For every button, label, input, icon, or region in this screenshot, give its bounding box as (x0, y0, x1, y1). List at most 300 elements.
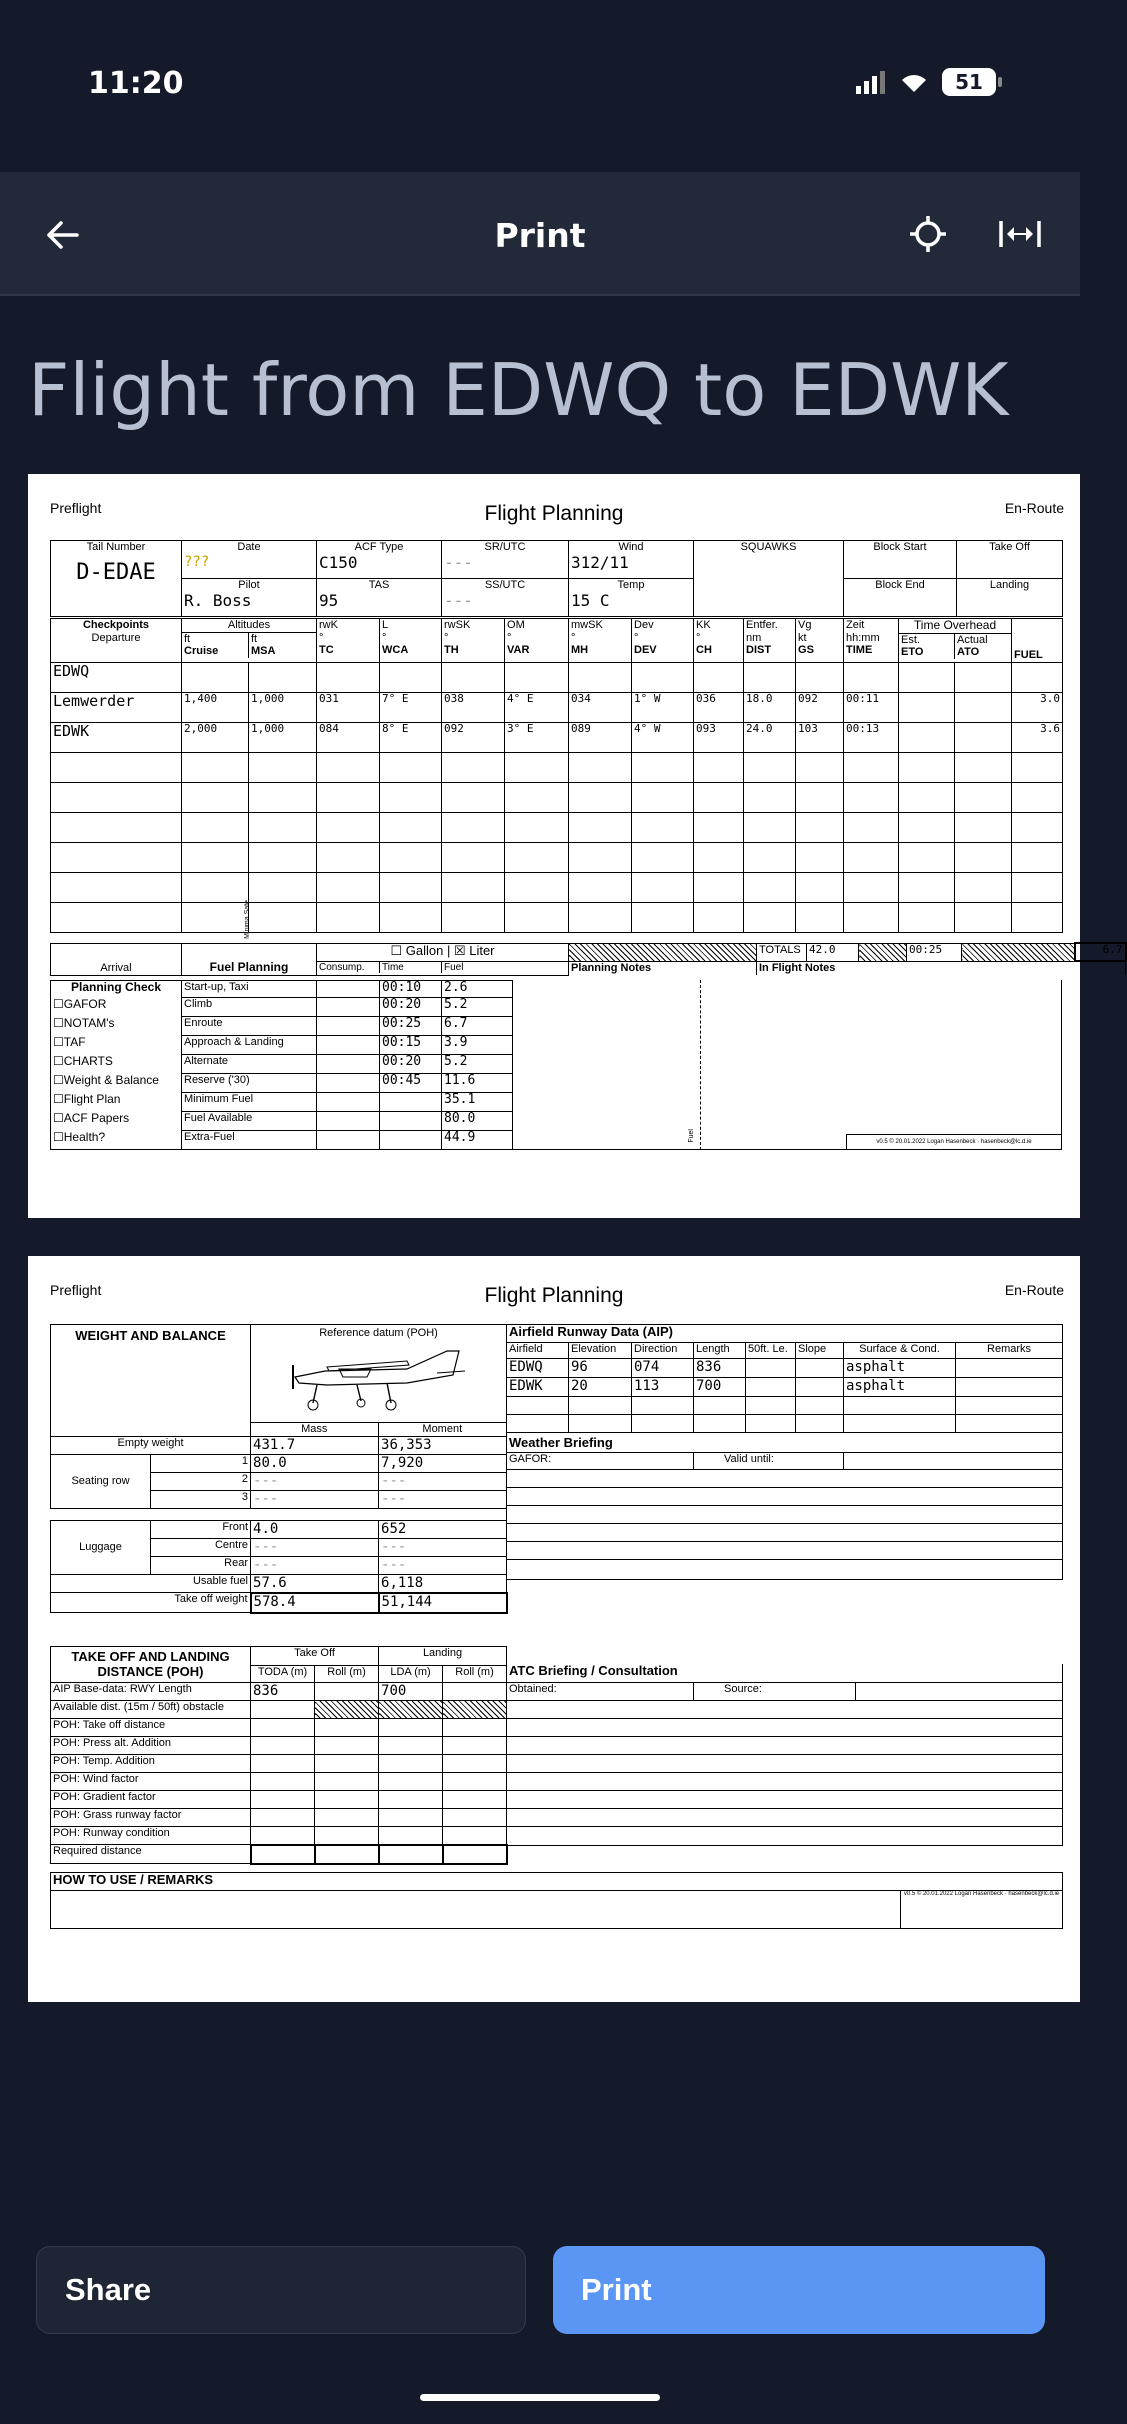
takeoff-weight-moment: 51,144 (379, 1593, 507, 1613)
tas-cell (317, 579, 442, 617)
takeoff-cell (957, 541, 1063, 579)
runway-row-empty (507, 1397, 1063, 1415)
ato-label: ATO (957, 646, 980, 659)
luggage-moment: --- (379, 1557, 507, 1575)
atc-obtained-label: Obtained: (507, 1682, 694, 1700)
sr-cell (442, 541, 569, 579)
date-label: Date (237, 541, 261, 553)
totals-time: 00:25 (909, 942, 943, 956)
usable-fuel-mass: 57.6 (251, 1575, 379, 1593)
nav-row (51, 723, 1063, 753)
msa-vertical-label: Minima Safe (244, 900, 251, 939)
sheet-left-label: Preflight (50, 1282, 102, 1298)
msa-label: MSA (251, 645, 276, 658)
wb-title: WEIGHT AND BALANCE (51, 1325, 251, 1437)
sheet-right-label: En-Route (1004, 1282, 1064, 1298)
empty-weight-label: Empty weight (51, 1437, 251, 1455)
empty-weight-mass: 431.7 (251, 1437, 379, 1455)
tol-row-label: POH: Gradient factor (51, 1791, 251, 1809)
runway-length: 700 (694, 1378, 746, 1397)
cruise-value: 2,000 (182, 723, 249, 753)
th-header (442, 619, 505, 663)
deg-label: ° (444, 631, 449, 644)
totals-fuel-cell (1075, 943, 1126, 961)
unit-select-label: ☐ Gallon | ☒ Liter (390, 942, 495, 958)
checkpoint-name: EDWQ (51, 663, 182, 693)
acf-label: ACF Type (354, 541, 404, 553)
print-button[interactable]: Print (553, 2246, 1045, 2334)
dev-top-label: Dev (634, 619, 654, 631)
altitudes-label: Altitudes (182, 619, 316, 633)
om-label: OM (507, 619, 525, 631)
share-button[interactable]: Share (36, 2246, 526, 2334)
checkpoints-label: Checkpoints (82, 619, 149, 631)
sheet-right-label: En-Route (1004, 500, 1064, 516)
totals-hatch (569, 943, 757, 961)
tail-number-cell (51, 541, 182, 617)
temp-label: Temp (617, 579, 645, 591)
mass-label: Mass (251, 1423, 379, 1436)
sheet-title: Flight Planning (484, 1284, 624, 1307)
gs-label: GS (798, 644, 814, 657)
var-value: 4° E (505, 693, 569, 723)
wind-value: 312/11 (571, 552, 629, 572)
wca-header (380, 619, 442, 663)
fuel-planning-cell (182, 943, 317, 975)
tol-row-label: POH: Press alt. Addition (51, 1737, 251, 1755)
nav-log-header (51, 619, 1063, 663)
luggage-zone: Rear (151, 1557, 251, 1575)
arrival-cell (51, 943, 182, 975)
gafor-label: GAFOR: (507, 1453, 694, 1470)
sr-label: SR/UTC (484, 541, 526, 553)
navigation-log-table (50, 618, 1063, 933)
roll-label: Roll (m) (315, 1666, 379, 1683)
overhead-label: Time Overhead (899, 619, 1011, 634)
flight-heading: Flight from EDWQ to EDWK (28, 348, 1009, 432)
check-charts[interactable]: ☐CHARTS (51, 1055, 182, 1074)
arrival-label: Arrival (100, 961, 132, 974)
luggage-zone: Centre (151, 1539, 251, 1557)
check-taf[interactable]: ☐TAF (51, 1036, 182, 1055)
fuel-row-fuel: 11.6 (442, 1074, 513, 1093)
takeoff-weight-label: Take off weight (51, 1593, 251, 1613)
remarks-table (50, 1872, 1063, 1929)
fuel-col-label: FUEL (1014, 649, 1043, 662)
sheet-title: Flight Planning (484, 502, 624, 525)
check-notams[interactable]: ☐NOTAM's (51, 1017, 182, 1036)
runway-row (507, 1359, 1063, 1378)
landing-label: Landing (989, 579, 1030, 591)
vg-label: Vg (798, 619, 812, 631)
weather-briefing-title: Weather Briefing (507, 1433, 1063, 1453)
fuel-row-fuel: 5.2 (442, 998, 513, 1017)
lda-label: LDA (m) (379, 1666, 443, 1683)
fuel-row-fuel: 44.9 (442, 1131, 513, 1150)
msa-value: 1,000 (249, 723, 317, 753)
squawks-label: SQUAWKS (740, 541, 797, 553)
runway-header: Direction (632, 1343, 694, 1359)
time-header (844, 619, 899, 663)
toda-label: TODA (m) (251, 1666, 315, 1683)
fuel-planning-label: Fuel Planning (209, 959, 289, 974)
fuel-row-fuel: 2.6 (442, 981, 513, 998)
moment-label: Moment (422, 1423, 463, 1436)
airplane-icon (287, 1345, 477, 1415)
takeoff-landing-table (50, 1646, 508, 1865)
inflight-notes-cell (757, 961, 1126, 975)
fit-width-icon (998, 217, 1042, 251)
block-end-cell (844, 579, 957, 617)
fuel-row-fuel: 6.7 (442, 1017, 513, 1036)
ft-label: ft (184, 632, 191, 645)
fuel-row-fuel: 3.9 (442, 1036, 513, 1055)
totals-hatch (859, 943, 907, 961)
check-health[interactable]: ☐Health? (51, 1131, 182, 1150)
acf-cell (317, 541, 442, 579)
date-cell (182, 541, 317, 579)
wca-value: 7° E (380, 693, 442, 723)
status-icons (856, 68, 996, 96)
luggage-label: Luggage (51, 1521, 151, 1575)
temp-cell (569, 579, 694, 617)
home-indicator (420, 2394, 660, 2401)
totals-hatch (962, 943, 1075, 961)
seat-number: 2 (151, 1473, 251, 1491)
gs-header (796, 619, 844, 663)
check-acf-papers[interactable]: ☐ACF Papers (51, 1112, 182, 1131)
departure-label: Departure (91, 631, 141, 644)
usable-fuel-moment: 6,118 (379, 1575, 507, 1593)
nav-row-empty (51, 813, 1063, 843)
ch-label: CH (696, 644, 712, 657)
deg-label: ° (571, 631, 576, 644)
tol-row-label: POH: Temp. Addition (51, 1755, 251, 1773)
fuel-row-time: 00:20 (380, 1055, 442, 1074)
tas-label: TAS (368, 579, 390, 591)
cruise-label: Cruise (184, 645, 219, 658)
runway-header: Surface & Cond. (844, 1343, 956, 1359)
fuel-row-time: 00:20 (380, 998, 442, 1017)
nm-label: nm (746, 631, 762, 644)
consump-header (317, 961, 569, 975)
runway-row-empty (507, 1415, 1063, 1433)
checkpoints-header (51, 619, 182, 663)
block-start-label: Block Start (873, 541, 927, 553)
check-weight-balance[interactable]: ☐Weight & Balance (51, 1074, 182, 1093)
copyright-1: v0.5 © 20.01.2022 Logan Hasenbeck · hasenbeck@lc.d.ie (846, 1134, 1062, 1150)
ch-value: 036 (694, 693, 744, 723)
luggage-mass: 4.0 (251, 1521, 379, 1539)
tc-label: TC (319, 644, 334, 657)
seat-mass: --- (251, 1491, 379, 1509)
mh-value: 034 (569, 693, 632, 723)
tc-value: 031 (317, 693, 380, 723)
nav-row-empty (51, 843, 1063, 873)
wifi-icon (898, 70, 930, 94)
entfer-label: Entfer. (746, 619, 778, 631)
luggage-zone: Front (151, 1521, 251, 1539)
msa-value: 1,000 (249, 693, 317, 723)
reference-datum-label: Reference datum (POH) (319, 1327, 438, 1339)
totals-table (50, 942, 1127, 976)
fuel-header (1012, 619, 1063, 663)
runway-direction: 113 (632, 1378, 694, 1397)
runway-elevation: 20 (569, 1378, 632, 1397)
checkpoint-name: Lemwerder (51, 693, 182, 723)
time-value: 00:13 (844, 723, 899, 753)
runway-header: Slope (796, 1343, 844, 1359)
takeoff-weight-mass: 578.4 (251, 1593, 379, 1613)
fuel-value: 3.6 (1012, 723, 1063, 753)
kt-label: kt (798, 631, 807, 644)
date-value: ??? (184, 553, 210, 570)
deg-label: ° (696, 631, 701, 644)
nav-row (51, 693, 1063, 723)
luggage-mass: --- (251, 1539, 379, 1557)
acf-value: C150 (319, 552, 358, 572)
crosshair-icon (908, 214, 948, 254)
runway-header: 50ft. Le. (746, 1343, 796, 1359)
tas-value: 95 (319, 590, 339, 610)
fuel-row-fuel: 5.2 (442, 1055, 513, 1074)
ss-cell (442, 579, 569, 617)
wind-cell (569, 541, 694, 579)
ch-header (694, 619, 744, 663)
nav-row (51, 663, 1063, 693)
tail-value: D-EDAE (76, 559, 156, 585)
mh-value: 089 (569, 723, 632, 753)
flight-header-table (50, 540, 1063, 617)
check-flight-plan[interactable]: ☐Flight Plan (51, 1093, 182, 1112)
altitudes-header (182, 619, 317, 663)
seat-number: 1 (151, 1455, 251, 1473)
runway-row (507, 1378, 1063, 1397)
flight-planning-sheet-2 (28, 1256, 1080, 2002)
fuel-row-label: Minimum Fuel (182, 1093, 317, 1112)
overhead-header (899, 619, 1012, 663)
fuel-row-label: Enroute (182, 1017, 317, 1036)
runway-header: Elevation (569, 1343, 632, 1359)
runway-data-table (506, 1324, 1063, 1580)
runway-surface: asphalt (844, 1378, 956, 1397)
eto-label: ETO (901, 646, 924, 659)
atc-briefing-title: ATC Briefing / Consultation (507, 1664, 1063, 1682)
mwsk-label: mwSK (571, 619, 603, 631)
check-gafor[interactable]: ☐GAFOR (51, 998, 182, 1017)
cruise-value: 1,400 (182, 693, 249, 723)
seat-mass: 80.0 (251, 1455, 379, 1473)
fuel-row-fuel: 80.0 (442, 1112, 513, 1131)
luggage-moment: 652 (379, 1521, 507, 1539)
lda-value: 700 (379, 1683, 443, 1701)
mh-header (569, 619, 632, 663)
seating-row-label: Seating row (51, 1455, 151, 1509)
seat-mass: --- (251, 1473, 379, 1491)
pilot-value: R. Boss (184, 590, 252, 610)
time-value: 00:11 (844, 693, 899, 723)
seat-moment: --- (379, 1473, 507, 1491)
fuel-row-label: Fuel Available (182, 1112, 317, 1131)
nav-row-empty (51, 873, 1063, 903)
luggage-moment: --- (379, 1539, 507, 1557)
battery-level: 51 (955, 70, 983, 94)
notes-divider (700, 980, 701, 1150)
kk-label: KK (696, 619, 711, 631)
runway-airfield: EDWQ (507, 1359, 569, 1378)
roll-label: Roll (m) (443, 1666, 507, 1683)
atc-briefing-table (506, 1664, 1063, 1846)
fuel-planning-table (50, 980, 513, 1150)
wca-label: WCA (382, 644, 409, 657)
usable-fuel-label: Usable fuel (51, 1575, 251, 1593)
ch-value: 093 (694, 723, 744, 753)
tail-label: Tail Number (86, 541, 146, 553)
valid-until-label: Valid until: (694, 1453, 844, 1470)
sheet-left-label: Preflight (50, 500, 102, 516)
totals-fuel: 6.7 (1102, 943, 1123, 956)
fuel-row-label: Alternate (182, 1055, 317, 1074)
ss-value: --- (444, 590, 473, 610)
seat-moment: 7,920 (379, 1455, 507, 1473)
checkpoint-name: EDWK (51, 723, 182, 753)
dist-value: 18.0 (744, 693, 796, 723)
est-label: Est. (901, 633, 920, 646)
totals-dist: 42.0 (809, 942, 836, 956)
atc-source-label: Source: (694, 1682, 856, 1700)
copyright-2: v0.5 © 20.01.2022 Logan Hasenbeck · hasenbeck@lc.d.ie (901, 1891, 1063, 1929)
deg-label: ° (382, 631, 387, 644)
planning-notes-cell (569, 961, 757, 975)
fuel-row-time: 00:10 (380, 981, 442, 998)
runway-length: 836 (694, 1359, 746, 1378)
dev-value: 4° W (632, 723, 694, 753)
how-to-use-title: HOW TO USE / REMARKS (51, 1873, 1063, 1891)
runway-data-title: Airfield Runway Data (AIP) (507, 1325, 1063, 1343)
runway-airfield: EDWK (507, 1378, 569, 1397)
toda-value: 836 (251, 1683, 315, 1701)
tol-row-label: Available dist. (15m / 50ft) obstacle (51, 1701, 251, 1719)
time-label: TIME (846, 644, 873, 657)
wind-label: Wind (618, 541, 644, 553)
runway-direction: 074 (632, 1359, 694, 1378)
var-header (505, 619, 569, 663)
dist-label: DIST (746, 644, 772, 657)
takeoff-landing-title: TAKE OFF AND LANDING DISTANCE (POH) (51, 1647, 251, 1683)
locate-button[interactable] (900, 206, 956, 262)
gs-value: 092 (796, 693, 844, 723)
tol-row-label: POH: Wind factor (51, 1773, 251, 1791)
dev-header (632, 619, 694, 663)
nav-row-empty (51, 753, 1063, 783)
pilot-label: Pilot (238, 579, 260, 591)
status-time: 11:20 (88, 66, 184, 101)
nav-row-empty (51, 903, 1063, 933)
fit-width-button[interactable] (990, 206, 1050, 262)
reference-datum-cell (251, 1325, 507, 1437)
tol-row-label: AIP Base-data: RWY Length (51, 1683, 251, 1701)
totals-dist-cell (807, 943, 859, 961)
ft-label: ft (251, 632, 258, 645)
takeoff-group-label: Take Off (251, 1647, 379, 1666)
landing-group-label: Landing (379, 1647, 507, 1666)
wca-value: 8° E (380, 723, 442, 753)
fuel-col-small-label: Fuel (444, 961, 464, 973)
flight-planning-sheet-1 (28, 474, 1123, 1218)
zeit-label: Zeit (846, 619, 865, 631)
ss-label: SS/UTC (484, 579, 526, 591)
block-end-label: Block End (875, 579, 925, 591)
tol-row-label: POH: Runway condition (51, 1827, 251, 1845)
l-label: L (382, 619, 389, 631)
seat-moment: --- (379, 1491, 507, 1509)
takeoff-label: Take Off (989, 541, 1030, 553)
runway-header: Length (694, 1343, 746, 1359)
fuel-row-label: Reserve ('30) (182, 1074, 317, 1093)
app-bar (0, 172, 1080, 296)
empty-weight-moment: 36,353 (379, 1437, 507, 1455)
deg-label: ° (634, 631, 639, 644)
notes-area (512, 980, 1062, 1150)
signal-icon (856, 70, 886, 94)
mh-label: MH (571, 644, 589, 657)
fuel-row-time: 00:25 (380, 1017, 442, 1036)
tol-row-label: POH: Take off distance (51, 1719, 251, 1737)
th-value: 038 (442, 693, 505, 723)
totals-label: TOTALS (759, 943, 801, 956)
runway-elevation: 96 (569, 1359, 632, 1378)
var-label: VAR (507, 644, 530, 657)
totals-label-cell (757, 943, 807, 961)
rwk-label: rwK (319, 619, 338, 631)
block-start-cell (844, 541, 957, 579)
fuel-value: 3.0 (1012, 693, 1063, 723)
planning-check-title: Planning Check (51, 981, 182, 998)
squawks-cell (694, 541, 844, 617)
fuel-row-time: 00:45 (380, 1074, 442, 1093)
tc-header (317, 619, 380, 663)
rwsk-label: rwSK (444, 619, 471, 631)
runway-header: Airfield (507, 1343, 569, 1359)
fuel-row-time: 00:15 (380, 1036, 442, 1055)
actual-label: Actual (957, 633, 988, 646)
dist-value: 24.0 (744, 723, 796, 753)
planning-notes-label: Planning Notes (571, 961, 652, 974)
consump-label: Consump. (317, 962, 380, 974)
page-title: Print (494, 216, 586, 255)
inflight-notes-label: In Flight Notes (759, 962, 836, 974)
runway-header: Remarks (956, 1343, 1063, 1359)
fuel-row-label: Approach & Landing (182, 1036, 317, 1055)
tol-row-label: Required distance (51, 1845, 251, 1864)
deg-label: ° (319, 631, 324, 644)
unit-select-cell (317, 943, 569, 961)
th-label: TH (444, 644, 459, 657)
th-value: 092 (442, 723, 505, 753)
weight-balance-table (50, 1324, 508, 1614)
fuel-row-label: Climb (182, 998, 317, 1017)
tol-row-label: POH: Grass runway factor (51, 1809, 251, 1827)
deg-label: ° (507, 631, 512, 644)
var-value: 3° E (505, 723, 569, 753)
fuel-row-label: Start-up, Taxi (182, 981, 317, 998)
dist-header (744, 619, 796, 663)
dev-value: 1° W (632, 693, 694, 723)
fuel-vertical-label: Fuel (688, 1129, 695, 1143)
runway-surface: asphalt (844, 1359, 956, 1378)
temp-value: 15 C (571, 590, 610, 610)
seat-number: 3 (151, 1491, 251, 1509)
